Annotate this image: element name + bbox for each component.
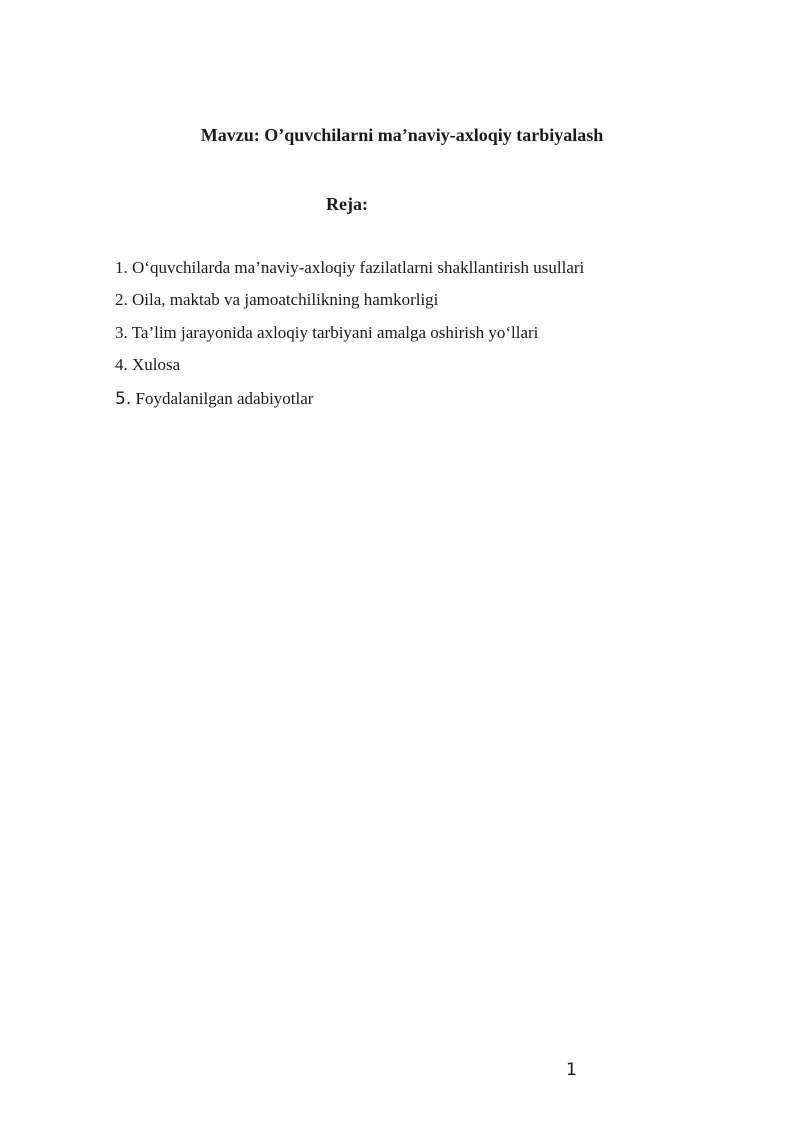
plan-item-text: Oila, maktab va jamoatchilikning hamkorligi <box>132 290 439 309</box>
plan-item-text: O‘quvchilarda ma’naviy-axloqiy fazilatlarni shakllantirish usullari <box>132 258 585 277</box>
plan-item <box>115 354 180 376</box>
plan-item <box>115 388 313 410</box>
plan-item-text: Xulosa <box>132 355 181 374</box>
plan-item-number: 4. <box>115 355 128 374</box>
plan-item-number: 1. <box>115 258 128 277</box>
plan-item-text: Foydalanilgan adabiyotlar <box>135 389 314 408</box>
plan-item-text: Ta’lim jarayonida axloqiy tarbiyani amalga oshirish yo‘llari <box>131 323 539 342</box>
plan-item-number: 2. <box>115 290 128 309</box>
plan-item-number: 3. <box>115 323 128 342</box>
plan-item <box>115 322 538 344</box>
page-number: 1 <box>566 1060 577 1080</box>
document-title: Mavzu: O’quvchilarni ma’naviy-axloqiy tarbiyalash <box>200 125 604 145</box>
plan-heading: Reja: <box>326 194 368 214</box>
plan-item <box>115 289 438 311</box>
plan-item-number: 5. <box>115 389 132 409</box>
plan-item <box>115 257 584 279</box>
